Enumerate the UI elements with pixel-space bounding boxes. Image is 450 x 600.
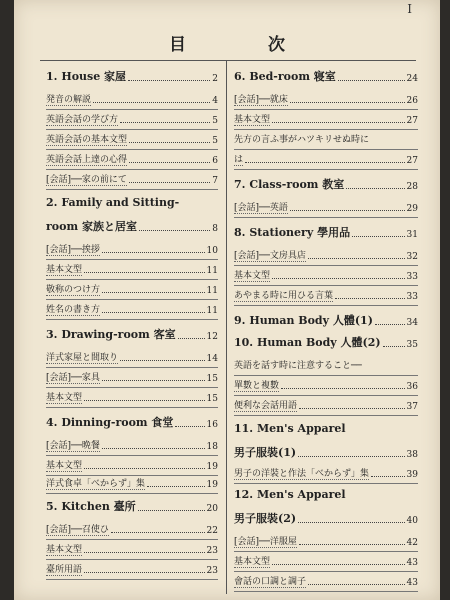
- toc-entry-label: 12. Men's Apparel: [234, 488, 346, 501]
- toc-page-number: 34: [406, 318, 418, 328]
- toc-section-entry: [234, 200, 418, 214]
- toc-entry-label: 基本文型: [234, 112, 270, 126]
- toc-leader-dots: [128, 80, 210, 81]
- toc-leader-dots: [178, 338, 205, 339]
- toc-entry-label: 男子の洋裝と作法「べからず」集: [234, 466, 369, 480]
- toc-section-entry: [46, 242, 218, 256]
- toc-entry-label: [会話]──就床: [234, 92, 288, 106]
- toc-entry-label: 基本文型: [234, 554, 270, 568]
- toc-leader-dots: [84, 272, 205, 273]
- toc-leader-dots: [299, 544, 405, 545]
- toc-page-number: 22: [206, 526, 218, 536]
- toc-chapter-entry: [234, 334, 418, 350]
- page-number: I: [407, 2, 412, 16]
- toc-row-separator: [46, 579, 218, 580]
- toc-row-separator: [46, 319, 218, 320]
- toc-entry-label: 1. House 家屋: [46, 70, 127, 83]
- toc-row-separator: [46, 559, 218, 560]
- toc-page-number: 37: [406, 402, 418, 412]
- toc-row-separator: [234, 129, 418, 130]
- toc-entry-label: 英語会話の基本文型: [46, 132, 127, 146]
- toc-row-separator: [234, 571, 418, 572]
- page-title: 目 次: [169, 35, 323, 55]
- toc-row-separator: [46, 129, 218, 130]
- toc-page-number: 33: [406, 292, 418, 302]
- toc-leader-dots: [147, 486, 205, 487]
- toc-section-entry: [234, 132, 418, 145]
- toc-chapter-entry: [234, 444, 418, 460]
- toc-row-separator: [234, 285, 418, 286]
- toc-leader-dots: [102, 292, 205, 293]
- toc-leader-dots: [138, 510, 205, 511]
- toc-leader-dots: [299, 408, 405, 409]
- toc-page-number: 6: [212, 156, 218, 166]
- toc-leader-dots: [371, 476, 405, 477]
- header-rule: [40, 60, 416, 61]
- toc-entry-label: room 家族と居室: [46, 220, 137, 233]
- toc-section-entry: [234, 398, 418, 412]
- toc-section-entry: [46, 350, 218, 364]
- toc-page-number: 23: [206, 566, 218, 576]
- toc-page-number: 2: [212, 74, 218, 84]
- toc-entry-label: 單數と複數: [234, 378, 279, 392]
- toc-chapter-entry: [234, 224, 418, 240]
- toc-leader-dots: [290, 210, 405, 211]
- toc-row-separator: [234, 305, 418, 306]
- toc-leader-dots: [139, 230, 210, 231]
- toc-chapter-entry: [46, 196, 218, 209]
- toc-leader-dots: [120, 360, 205, 361]
- toc-entry-label: 會話の口調と調子: [234, 574, 306, 588]
- toc-leader-dots: [102, 252, 205, 253]
- toc-page-number: 42: [406, 538, 418, 548]
- toc-leader-dots: [102, 448, 205, 449]
- toc-entry-label: 英語会話の学び方: [46, 112, 118, 126]
- toc-row-separator: [234, 591, 418, 592]
- toc-page-number: 39: [406, 470, 418, 480]
- toc-page-number: 40: [406, 516, 418, 526]
- toc-entry-label: 基本文型: [46, 458, 82, 472]
- toc-leader-dots: [290, 102, 405, 103]
- toc-entry-label: 4. Dinning-room 食堂: [46, 416, 174, 429]
- toc-section-entry: [46, 302, 218, 316]
- toc-leader-dots: [338, 80, 405, 81]
- toc-page-number: 10: [206, 246, 218, 256]
- toc-page-number: 19: [206, 480, 218, 490]
- toc-page-number: 31: [406, 230, 418, 240]
- toc-page-number: 35: [406, 340, 418, 350]
- toc-leader-dots: [308, 584, 405, 585]
- toc-row-separator: [234, 169, 418, 170]
- toc-section-entry: [46, 562, 218, 576]
- toc-row-separator: [234, 375, 418, 376]
- toc-page-number: 29: [406, 204, 418, 214]
- toc-entry-label: [会話]──召使ひ: [46, 522, 109, 536]
- toc-page-number: 14: [206, 354, 218, 364]
- toc-section-entry: [234, 268, 418, 282]
- toc-section-entry: [46, 458, 218, 472]
- toc-page-number: 24: [406, 74, 418, 84]
- toc-page-number: 7: [212, 176, 218, 186]
- toc-leader-dots: [102, 312, 205, 313]
- toc-chapter-entry: [234, 488, 418, 501]
- toc-chapter-entry: [234, 510, 418, 526]
- toc-entry-label: 基本文型: [46, 542, 82, 556]
- toc-row-separator: [46, 279, 218, 280]
- toc-page-number: 8: [212, 224, 218, 234]
- toc-entry-label: 9. Human Body 人體(1): [234, 314, 373, 327]
- toc-page-number: 11: [206, 306, 218, 316]
- toc-section-entry: [234, 92, 418, 106]
- toc-entry-label: [会話]──家の前にて: [46, 172, 127, 186]
- toc-row-separator: [46, 259, 218, 260]
- toc-row-separator: [46, 455, 218, 456]
- toc-section-entry: [46, 476, 218, 490]
- toc-chapter-entry: [234, 422, 418, 435]
- toc-chapter-entry: [234, 312, 418, 328]
- toc-section-entry: [46, 522, 218, 536]
- toc-leader-dots: [335, 298, 405, 299]
- toc-leader-dots: [298, 456, 404, 457]
- toc-row-separator: [46, 539, 218, 540]
- toc-section-entry: [234, 554, 418, 568]
- toc-entry-label: 先方の言ふ事がハツキリせぬ時に: [234, 135, 370, 145]
- toc-entry-label: あやまる時に用ひる言葉: [234, 288, 333, 302]
- toc-page-number: 16: [206, 420, 218, 430]
- toc-leader-dots: [272, 564, 405, 565]
- toc-entry-label: [会話]──家具: [46, 370, 100, 384]
- toc-entry-label: 10. Human Body 人體(2): [234, 336, 381, 349]
- toc-leader-dots: [102, 380, 205, 381]
- toc-row-separator: [234, 551, 418, 552]
- toc-section-entry: [46, 390, 218, 404]
- toc-chapter-entry: [46, 68, 218, 84]
- toc-section-entry: [234, 248, 418, 262]
- toc-page-number: 18: [206, 442, 218, 452]
- toc-page-number: 15: [206, 374, 218, 384]
- toc-page-number: 38: [406, 450, 418, 460]
- toc-entry-label: 英語を話す時に注意すること──: [234, 361, 362, 371]
- toc-entry-label: 男子服裝(2): [234, 512, 297, 525]
- toc-section-entry: [46, 542, 218, 556]
- toc-page-number: 15: [206, 394, 218, 404]
- toc-leader-dots: [375, 324, 405, 325]
- toc-leader-dots: [120, 122, 210, 123]
- toc-leader-dots: [346, 188, 404, 189]
- toc-row-separator: [234, 395, 418, 396]
- toc-section-entry: [234, 112, 418, 126]
- toc-row-separator: [46, 493, 218, 494]
- toc-entry-label: 5. Kitchen 臺所: [46, 500, 136, 513]
- toc-leader-dots: [93, 102, 210, 103]
- toc-leader-dots: [298, 522, 404, 523]
- toc-entry-label: 敬称のつけ方: [46, 282, 100, 296]
- toc-chapter-entry: [46, 218, 218, 234]
- toc-section-entry: [46, 282, 218, 296]
- toc-entry-label: 8. Stationery 學用品: [234, 226, 351, 239]
- toc-row-separator: [234, 217, 418, 218]
- toc-entry-label: [会話]──晩餐: [46, 438, 100, 452]
- toc-section-entry: [234, 534, 418, 548]
- toc-page-number: 11: [206, 266, 218, 276]
- toc-page-number: 26: [406, 96, 418, 106]
- toc-leader-dots: [272, 278, 405, 279]
- toc-row-separator: [46, 387, 218, 388]
- toc-leader-dots: [352, 236, 404, 237]
- toc-entry-label: [会話]──英語: [234, 200, 288, 214]
- toc-section-entry: [234, 288, 418, 302]
- toc-leader-dots: [281, 388, 405, 389]
- toc-section-entry: [234, 574, 418, 588]
- toc-page-number: 23: [206, 546, 218, 556]
- toc-page-number: 19: [206, 462, 218, 472]
- toc-row-separator: [234, 265, 418, 266]
- toc-entry-label: 英語会話上達の心得: [46, 152, 127, 166]
- toc-chapter-entry: [46, 498, 218, 514]
- toc-leader-dots: [111, 532, 205, 533]
- toc-section-entry: [234, 466, 418, 480]
- toc-section-entry: [46, 438, 218, 452]
- toc-section-entry: [46, 262, 218, 276]
- toc-page-number: 11: [206, 286, 218, 296]
- toc-entry-label: 便利な会話用語: [234, 398, 297, 412]
- toc-chapter-entry: [46, 326, 218, 342]
- toc-row-separator: [234, 109, 418, 110]
- toc-page-number: 27: [406, 116, 418, 126]
- toc-page-number: 20: [206, 504, 218, 514]
- toc-row-separator: [234, 149, 418, 150]
- toc-entry-label: 基本文型: [46, 262, 82, 276]
- toc-section-entry: [46, 370, 218, 384]
- toc-entry-label: 基本文型: [46, 390, 82, 404]
- toc-entry-label: 姓名の書き方: [46, 302, 100, 316]
- toc-chapter-entry: [234, 176, 418, 192]
- toc-entry-label: 11. Men's Apparel: [234, 422, 346, 435]
- toc-entry-label: 男子服裝(1): [234, 446, 297, 459]
- toc-leader-dots: [245, 162, 405, 163]
- toc-page-number: 5: [212, 116, 218, 126]
- toc-section-entry: [46, 152, 218, 166]
- toc-entry-label: 2. Family and Sitting-: [46, 196, 180, 209]
- toc-leader-dots: [129, 162, 210, 163]
- toc-row-separator: [46, 367, 218, 368]
- toc-row-separator: [46, 109, 218, 110]
- toc-entry-label: 7. Class-room 教室: [234, 178, 345, 191]
- toc-entry-label: 洋式家屋と間取り: [46, 350, 118, 364]
- toc-entry-label: 臺所用語: [46, 562, 82, 576]
- toc-page-number: 27: [406, 156, 418, 166]
- toc-leader-dots: [84, 400, 205, 401]
- toc-entry-label: 基本文型: [234, 268, 270, 282]
- toc-section-entry: [46, 132, 218, 146]
- toc-leader-dots: [84, 552, 205, 553]
- toc-section-entry: [234, 358, 418, 371]
- toc-page-number: 43: [406, 578, 418, 588]
- toc-row-separator: [46, 407, 218, 408]
- toc-leader-dots: [84, 468, 205, 469]
- toc-section-entry: [46, 112, 218, 126]
- toc-entry-label: 洋式食卓「べからず」集: [46, 476, 145, 490]
- toc-page-number: 28: [406, 182, 418, 192]
- toc-entry-label: 6. Bed-room 寝室: [234, 70, 336, 83]
- toc-page: [14, 0, 440, 600]
- toc-chapter-entry: [234, 68, 418, 84]
- toc-row-separator: [46, 149, 218, 150]
- toc-row-separator: [234, 483, 418, 484]
- toc-entry-label: [会話]──文房具店: [234, 248, 306, 262]
- toc-page-number: 36: [406, 382, 418, 392]
- toc-row-separator: [46, 169, 218, 170]
- toc-leader-dots: [129, 182, 210, 183]
- toc-entry-label: [会話]──洋服屋: [234, 534, 297, 548]
- toc-row-separator: [46, 299, 218, 300]
- toc-section-entry: [234, 152, 418, 166]
- toc-row-separator: [46, 189, 218, 190]
- toc-entry-label: [会話]──挨拶: [46, 242, 100, 256]
- toc-entry-label: 3. Drawing-room 客室: [46, 328, 176, 341]
- column-divider: [226, 60, 227, 594]
- toc-page-number: 4: [212, 96, 218, 106]
- toc-page-number: 12: [206, 332, 218, 342]
- toc-page-number: 43: [406, 558, 418, 568]
- toc-section-entry: [46, 92, 218, 106]
- toc-section-entry: [46, 172, 218, 186]
- toc-leader-dots: [175, 426, 204, 427]
- toc-chapter-entry: [46, 414, 218, 430]
- toc-page-number: 33: [406, 272, 418, 282]
- toc-leader-dots: [129, 142, 210, 143]
- toc-row-separator: [234, 415, 418, 416]
- toc-entry-label: 発音の解説: [46, 92, 91, 106]
- toc-leader-dots: [272, 122, 405, 123]
- toc-leader-dots: [383, 346, 405, 347]
- toc-section-entry: [234, 378, 418, 392]
- toc-entry-label: は: [234, 152, 243, 166]
- toc-page-number: 5: [212, 136, 218, 146]
- toc-page-number: 32: [406, 252, 418, 262]
- toc-leader-dots: [308, 258, 405, 259]
- toc-leader-dots: [84, 572, 205, 573]
